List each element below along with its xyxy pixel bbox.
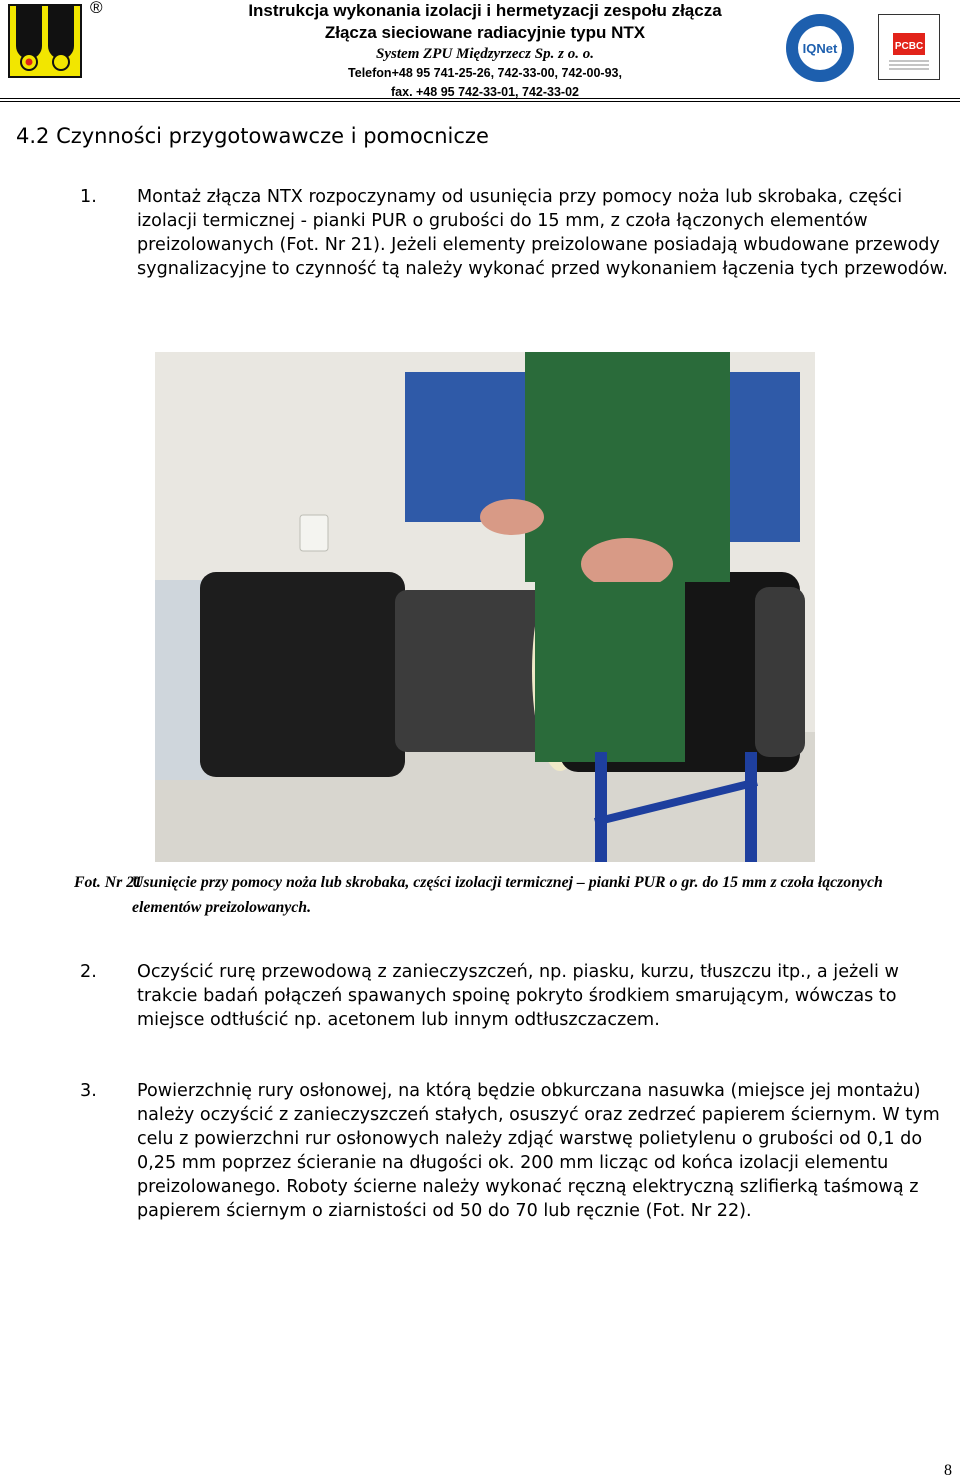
item-number: 2. [80, 962, 97, 982]
iqnet-certificate-logo [784, 12, 856, 84]
item-text: Oczyścić rurę przewodową z zanieczyszczeń, np. piasku, kurzu, tłuszczu itp., a jeżeli w trakcie badań połączeń spawanych spoinę pokryto środkiem smarującym, wówczas to miejsce odtłuścić np. acetonem lub innym odtłuszczaczem. [137, 962, 899, 1030]
list-item [80, 185, 958, 281]
document-subtitle: Złącza sieciowane radiacyjnie typu NTX [324, 23, 646, 42]
header-text [220, 0, 750, 102]
phone-line: Telefon+48 95 741-25-26, 742-33-00, 742-00-93, [348, 66, 622, 80]
company-name: System ZPU Międzyrzecz Sp. z o. o. [376, 46, 594, 62]
item-number: 1. [80, 187, 97, 207]
item-number: 3. [80, 1081, 97, 1101]
item-text: Powierzchnię rury osłonowej, na którą będzie obkurczana nasuwka (miejsce jej montażu) należy oczyścić z zanieczyszczeń stałych, osuszyć oraz zedrzeć papierem ściernym. W tym celu z powierzchni rur osłonowych należy zdjąć warstwę polietylenu o grubości od 0,1 do 0,25 mm poprzez ścieranie na długości ok. 200 mm licząc od końca izolacji elementu preizolowanego. Roboty ścierne należy wykonać ręczną elektryczną szlifierką taśmową z papierem ściernym o ziarnistości od 50 do 70 lub ręcznie (Fot. Nr 22). [137, 1081, 940, 1221]
pcbc-text: PCBC [894, 41, 924, 52]
list-item [80, 1079, 958, 1223]
item-text: Montaż złącza NTX rozpoczynamy od usunięcia przy pomocy noża lub skrobaka, części izolacji termicznej - pianki PUR o grubości do 15 mm, z czoła łączonych elementów preizolowanych (Fot. Nr 21). Jeżeli elementy preizolowane posiadają wbudowane przewody sygnalizacyjne to czynność tą należy wykonać przed wykonaniem łączenia tych przewodów. [137, 187, 949, 279]
fax-line: fax. +48 95 742-33-01, 742-33-02 [391, 85, 579, 99]
company-logo [8, 4, 82, 78]
section-heading: 4.2 Czynności przygotowawcze i pomocnicze [16, 124, 489, 148]
pcbc-certificate-logo [878, 14, 940, 80]
page-number: 8 [944, 1462, 952, 1479]
registered-mark: ® [90, 0, 103, 17]
figure-caption [74, 870, 954, 920]
header-divider [0, 98, 960, 102]
iqnet-text: IQNet [802, 41, 838, 56]
list-item [80, 960, 958, 1032]
document-title: Instrukcja wykonania izolacji i hermetyzacji zespołu złącza [248, 1, 722, 20]
page-header [0, 0, 960, 100]
figure-label: Fot. Nr 21 [74, 874, 143, 891]
figure-caption-text: Usunięcie przy pomocy noża lub skrobaka, części izolacji termicznej – pianki PUR o gr. do 15 mm z czoła łączonych elementów preizolowanych. [132, 874, 883, 916]
photo-pipe-joint [155, 352, 815, 862]
